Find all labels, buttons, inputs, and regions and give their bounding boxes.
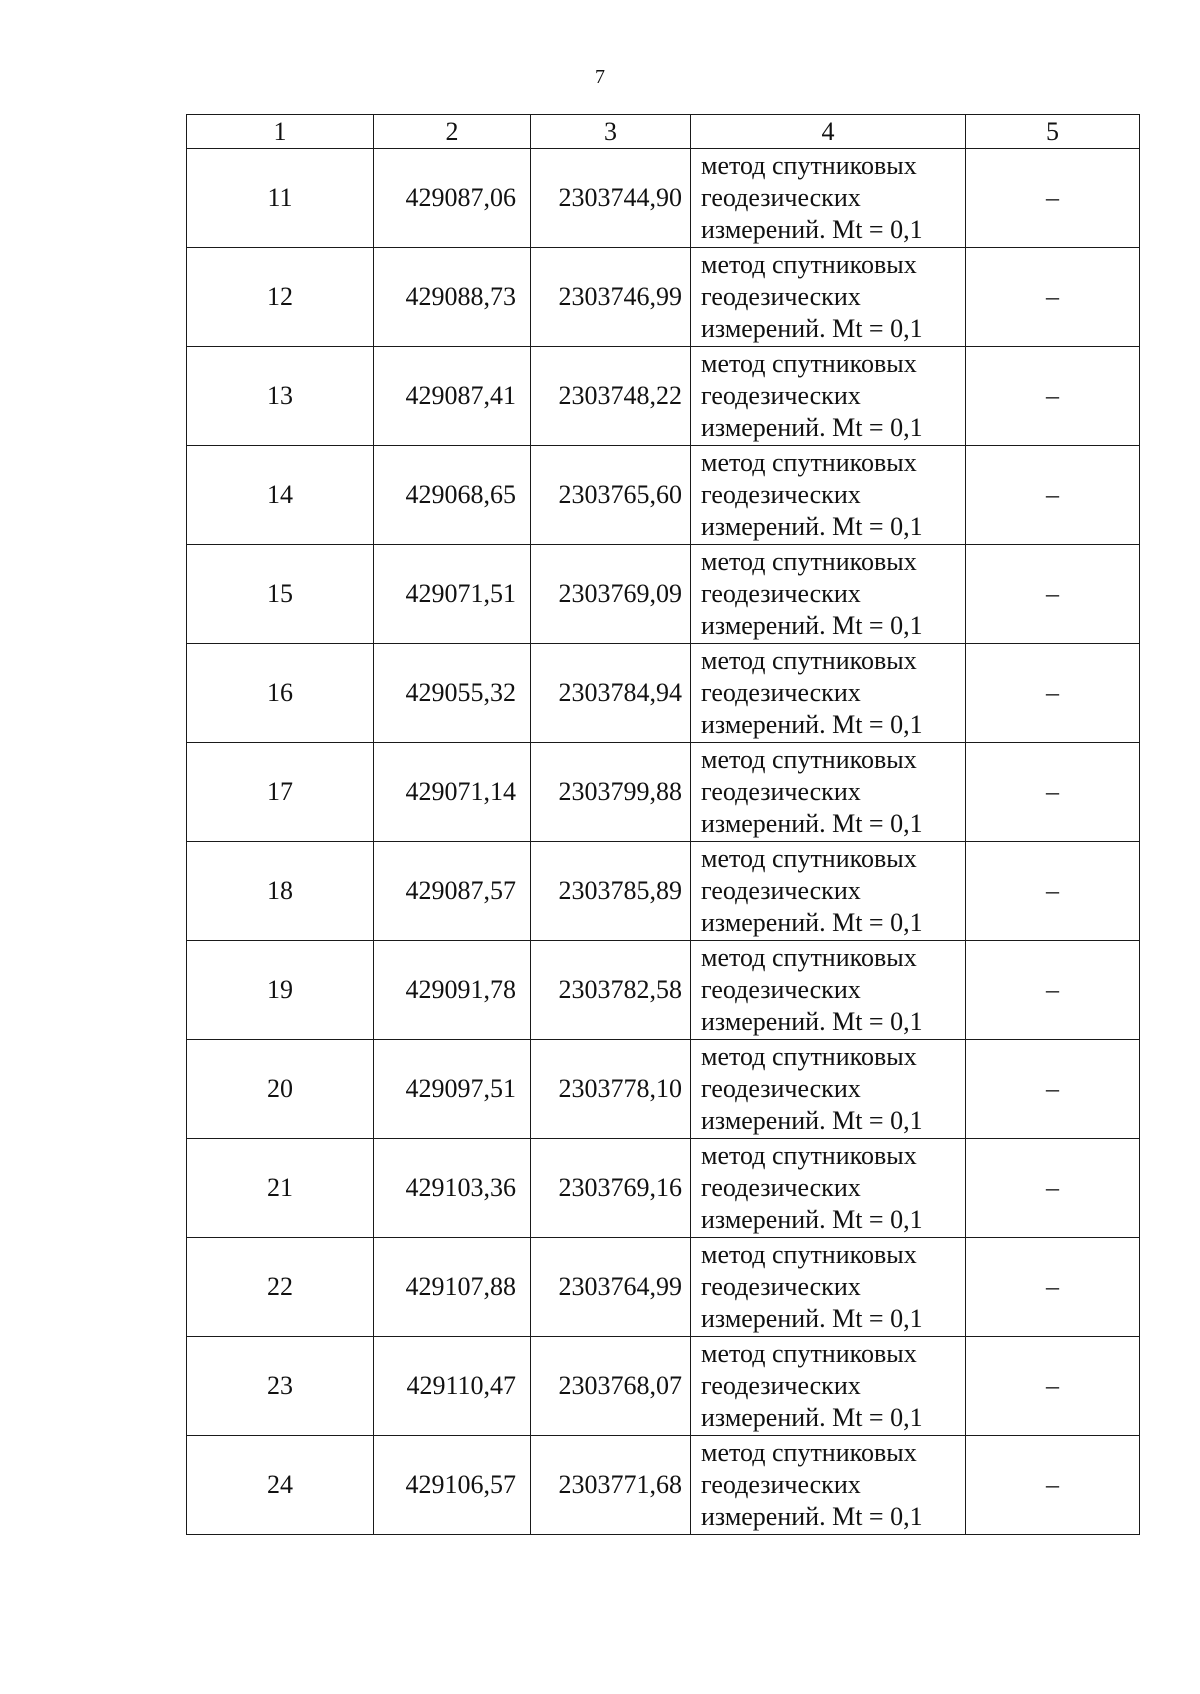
- method-cell: [691, 743, 966, 842]
- note-cell: –: [966, 248, 1140, 347]
- x-coordinate-cell: 429071,51: [374, 545, 531, 644]
- y-coordinate-cell: 2303764,99: [531, 1238, 691, 1337]
- note-cell: –: [966, 644, 1140, 743]
- method-line: измерений. Mt = 0,1: [701, 512, 923, 541]
- y-coordinate-cell: 2303748,22: [531, 347, 691, 446]
- table-row: [187, 1040, 1140, 1139]
- coordinates-table: [186, 114, 1140, 1535]
- method-line: метод спутниковых: [701, 250, 917, 279]
- method-line: геодезических: [701, 282, 861, 311]
- x-coordinate-cell: 429106,57: [374, 1436, 531, 1535]
- note-cell: –: [966, 1139, 1140, 1238]
- x-coordinate-cell: 429110,47: [374, 1337, 531, 1436]
- method-line: измерений. Mt = 0,1: [701, 413, 923, 442]
- x-coordinate-cell: 429091,78: [374, 941, 531, 1040]
- y-coordinate-cell: 2303768,07: [531, 1337, 691, 1436]
- table-row: [187, 1436, 1140, 1535]
- method-line: измерений. Mt = 0,1: [701, 215, 923, 244]
- x-coordinate-cell: 429107,88: [374, 1238, 531, 1337]
- table-row: [187, 1337, 1140, 1436]
- point-number-cell: 11: [187, 149, 374, 248]
- method-line: метод спутниковых: [701, 151, 917, 180]
- method-line: геодезических: [701, 678, 861, 707]
- method-cell: [691, 446, 966, 545]
- page-number: 7: [595, 66, 605, 88]
- method-cell: [691, 941, 966, 1040]
- method-cell: [691, 1436, 966, 1535]
- point-number-cell: 19: [187, 941, 374, 1040]
- method-cell: [691, 1238, 966, 1337]
- point-number-cell: 15: [187, 545, 374, 644]
- point-number-cell: 12: [187, 248, 374, 347]
- point-number-cell: 22: [187, 1238, 374, 1337]
- table-row: [187, 842, 1140, 941]
- method-line: геодезических: [701, 1074, 861, 1103]
- method-line: измерений. Mt = 0,1: [701, 314, 923, 343]
- x-coordinate-cell: 429087,41: [374, 347, 531, 446]
- table-row: [187, 1238, 1140, 1337]
- method-cell: [691, 248, 966, 347]
- y-coordinate-cell: 2303784,94: [531, 644, 691, 743]
- note-cell: –: [966, 842, 1140, 941]
- y-coordinate-cell: 2303782,58: [531, 941, 691, 1040]
- method-cell: [691, 149, 966, 248]
- method-line: метод спутниковых: [701, 547, 917, 576]
- x-coordinate-cell: 429087,57: [374, 842, 531, 941]
- method-line: метод спутниковых: [701, 646, 917, 675]
- note-cell: –: [966, 1040, 1140, 1139]
- point-number-cell: 23: [187, 1337, 374, 1436]
- table-row: [187, 644, 1140, 743]
- point-number-cell: 21: [187, 1139, 374, 1238]
- method-line: метод спутниковых: [701, 1141, 917, 1170]
- y-coordinate-cell: 2303799,88: [531, 743, 691, 842]
- method-line: метод спутниковых: [701, 1438, 917, 1467]
- note-cell: –: [966, 347, 1140, 446]
- method-line: геодезических: [701, 876, 861, 905]
- method-line: метод спутниковых: [701, 745, 917, 774]
- method-cell: [691, 842, 966, 941]
- column-header-5: 5: [966, 115, 1140, 149]
- table-row: [187, 149, 1140, 248]
- column-header-3: 3: [531, 115, 691, 149]
- method-cell: [691, 644, 966, 743]
- point-number-cell: 17: [187, 743, 374, 842]
- method-line: геодезических: [701, 1173, 861, 1202]
- y-coordinate-cell: 2303769,09: [531, 545, 691, 644]
- table-row: [187, 743, 1140, 842]
- x-coordinate-cell: 429097,51: [374, 1040, 531, 1139]
- method-line: геодезических: [701, 480, 861, 509]
- method-line: измерений. Mt = 0,1: [701, 710, 923, 739]
- y-coordinate-cell: 2303765,60: [531, 446, 691, 545]
- point-number-cell: 20: [187, 1040, 374, 1139]
- method-line: измерений. Mt = 0,1: [701, 1502, 923, 1531]
- method-line: метод спутниковых: [701, 1240, 917, 1269]
- x-coordinate-cell: 429103,36: [374, 1139, 531, 1238]
- method-line: измерений. Mt = 0,1: [701, 1106, 923, 1135]
- table-row: [187, 248, 1140, 347]
- note-cell: –: [966, 743, 1140, 842]
- table-row: [187, 347, 1140, 446]
- method-line: метод спутниковых: [701, 943, 917, 972]
- y-coordinate-cell: 2303778,10: [531, 1040, 691, 1139]
- table-row: [187, 446, 1140, 545]
- method-line: метод спутниковых: [701, 448, 917, 477]
- method-line: геодезических: [701, 1371, 861, 1400]
- note-cell: –: [966, 545, 1140, 644]
- method-line: измерений. Mt = 0,1: [701, 1007, 923, 1036]
- method-line: геодезических: [701, 1470, 861, 1499]
- y-coordinate-cell: 2303769,16: [531, 1139, 691, 1238]
- x-coordinate-cell: 429068,65: [374, 446, 531, 545]
- method-line: измерений. Mt = 0,1: [701, 809, 923, 838]
- point-number-cell: 18: [187, 842, 374, 941]
- method-line: метод спутниковых: [701, 1042, 917, 1071]
- note-cell: –: [966, 1337, 1140, 1436]
- x-coordinate-cell: 429055,32: [374, 644, 531, 743]
- y-coordinate-cell: 2303785,89: [531, 842, 691, 941]
- method-cell: [691, 1337, 966, 1436]
- column-header-2: 2: [374, 115, 531, 149]
- y-coordinate-cell: 2303744,90: [531, 149, 691, 248]
- table-body: [187, 115, 1140, 1535]
- table-row: [187, 1139, 1140, 1238]
- point-number-cell: 24: [187, 1436, 374, 1535]
- method-cell: [691, 1040, 966, 1139]
- method-line: измерений. Mt = 0,1: [701, 908, 923, 937]
- x-coordinate-cell: 429088,73: [374, 248, 531, 347]
- note-cell: –: [966, 941, 1140, 1040]
- point-number-cell: 16: [187, 644, 374, 743]
- method-cell: [691, 1139, 966, 1238]
- note-cell: –: [966, 446, 1140, 545]
- method-line: измерений. Mt = 0,1: [701, 611, 923, 640]
- method-line: измерений. Mt = 0,1: [701, 1403, 923, 1432]
- method-line: метод спутниковых: [701, 349, 917, 378]
- point-number-cell: 14: [187, 446, 374, 545]
- x-coordinate-cell: 429071,14: [374, 743, 531, 842]
- x-coordinate-cell: 429087,06: [374, 149, 531, 248]
- note-cell: –: [966, 149, 1140, 248]
- table-header-row: [187, 115, 1140, 149]
- method-line: геодезических: [701, 381, 861, 410]
- method-line: геодезических: [701, 183, 861, 212]
- method-cell: [691, 347, 966, 446]
- method-line: геодезических: [701, 579, 861, 608]
- method-cell: [691, 545, 966, 644]
- method-line: метод спутниковых: [701, 844, 917, 873]
- table-row: [187, 941, 1140, 1040]
- column-header-1: 1: [187, 115, 374, 149]
- method-line: геодезических: [701, 975, 861, 1004]
- method-line: измерений. Mt = 0,1: [701, 1205, 923, 1234]
- point-number-cell: 13: [187, 347, 374, 446]
- method-line: измерений. Mt = 0,1: [701, 1304, 923, 1333]
- method-line: геодезических: [701, 1272, 861, 1301]
- y-coordinate-cell: 2303746,99: [531, 248, 691, 347]
- method-line: метод спутниковых: [701, 1339, 917, 1368]
- note-cell: –: [966, 1436, 1140, 1535]
- column-header-4: 4: [691, 115, 966, 149]
- note-cell: –: [966, 1238, 1140, 1337]
- y-coordinate-cell: 2303771,68: [531, 1436, 691, 1535]
- method-line: геодезических: [701, 777, 861, 806]
- table-row: [187, 545, 1140, 644]
